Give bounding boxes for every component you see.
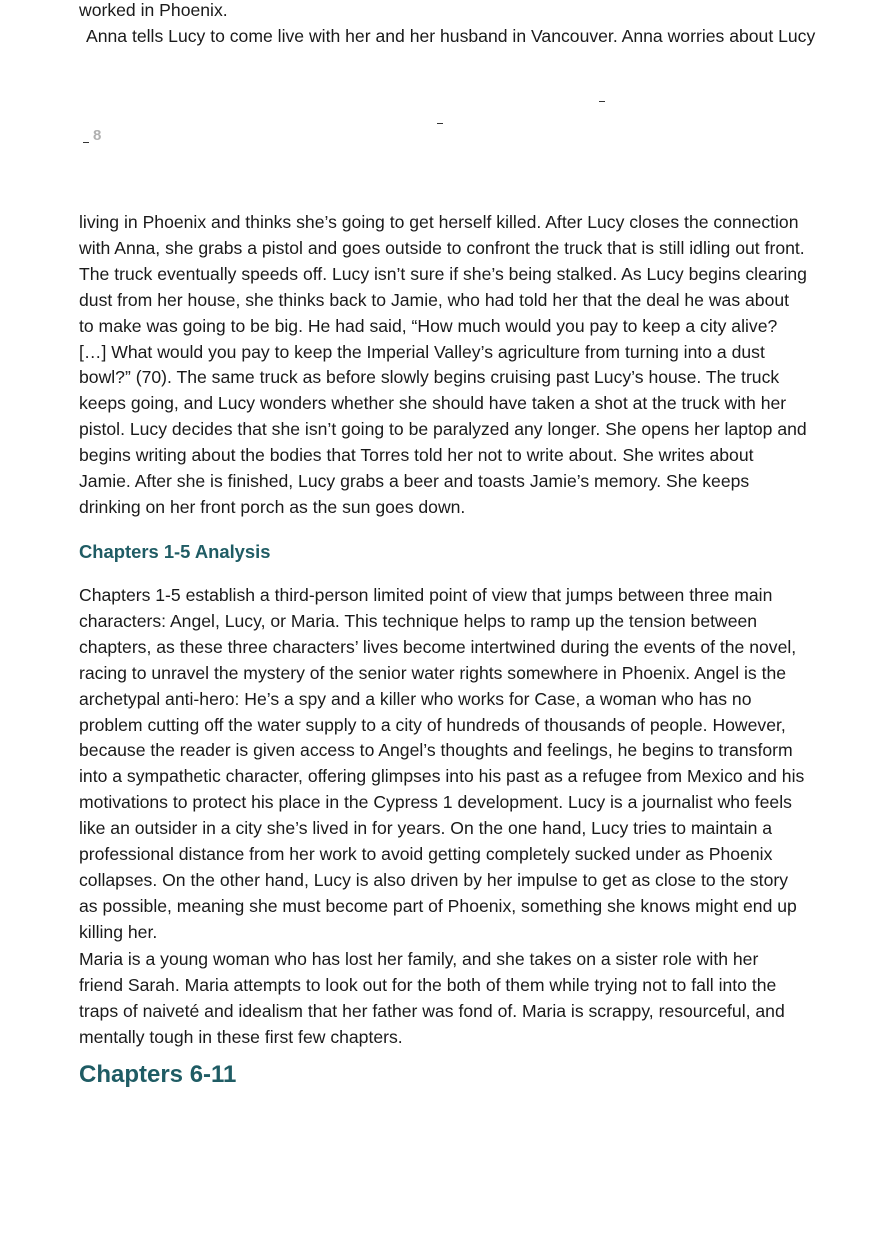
artifact-dash	[83, 142, 89, 143]
artifact-dash	[437, 123, 443, 124]
analysis-paragraph-1: Chapters 1-5 establish a third-person limited point of view that jumps between three main characters: Angel, Lucy, or Maria. This technique helps to ramp up the tension between chapters, as these three characters’ lives become intertwined during the events of the novel, racing to unravel the mystery of the senior water rights somewhere in Phoenix. Angel is the archetypal anti-hero: He’s a spy and a killer who works for Case, a woman who has no problem cutting off the water supply to a city of hundreds of thousands of people. However, because the reader is given access to Angel’s thoughts and feelings, he begins to transform into a sympathetic character, offering glimpses into his past as a refugee from Mexico and his motivations to protect his place in the Cypress 1 development. Lucy is a journalist who feels like an outsider in a city she’s lived in for years. On the one hand, Lucy tries to maintain a professional distance from her work to avoid getting completely sucked under as Phoenix collapses. On the other hand, Lucy is also driven by her impulse to get as close to the story as possible, meaning she must become part of Phoenix, something she knows might end up killing her.	[79, 585, 805, 942]
analysis-heading: Chapters 1-5 Analysis	[79, 541, 271, 562]
artifact-dash	[599, 101, 605, 102]
continued-text-line: worked in Phoenix.	[79, 0, 228, 20]
anna-text-line: Anna tells Lucy to come live with her and her husband in Vancouver. Anna worries about Lucy	[86, 26, 816, 46]
page-number: 8	[93, 127, 102, 144]
analysis-paragraph-2: Maria is a young woman who has lost her family, and she takes on a sister role with her friend Sarah. Maria attempts to look out for the both of them while trying not to fall into the traps of naiveté and idealism that her father was fond of. Maria is scrappy, resourceful, and mentally tough in these first few chapters.	[79, 949, 785, 1047]
lucy-paragraph: living in Phoenix and thinks she’s going to get herself killed. After Lucy closes the connection with Anna, she grabs a pistol and goes outside to confront the truck that is still idling out front. The truck eventually speeds off. Lucy isn’t sure if she’s being stalked. As Lucy begins clearing dust from her house, she thinks back to Jamie, who had told her that the deal he was about to make was going to be big. He had said, “How much would you pay to keep a city alive? […] What would you pay to keep the Imperial Valley’s agriculture from turning into a dust bowl?” (70). The same truck as before slowly begins cruising past Lucy’s house. The truck keeps going, and Lucy wonders whether she should have taken a shot at the truck with her pistol. Lucy decides that she isn’t going to be paralyzed any longer. She opens her laptop and begins writing about the bodies that Torres told her not to write about. She writes about Jamie. After she is finished, Lucy grabs a beer and toasts Jamie’s memory. She keeps drinking on her front porch as the sun goes down.	[79, 212, 807, 517]
next-section-heading: Chapters 6-11	[79, 1061, 237, 1088]
